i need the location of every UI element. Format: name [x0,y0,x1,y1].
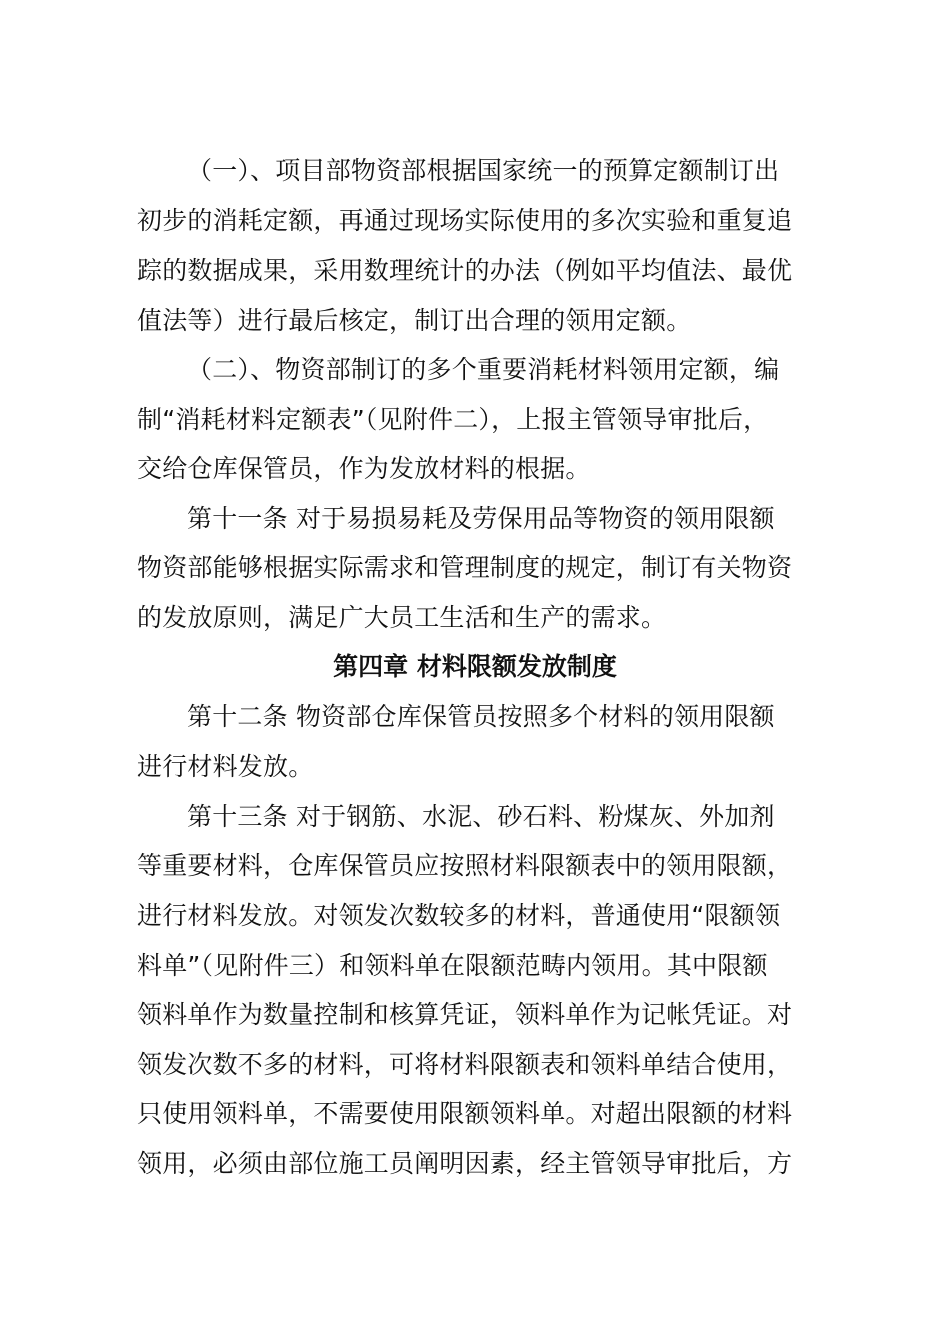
paragraph-line: 的发放原则，满足广大员工生活和生产的需求。 [137,603,667,632]
paragraph-line: 踪的数据成果，采用数理统计的办法（例如平均值法、最优 [137,256,793,285]
article-line: 第十一条 对于易损易耗及劳保用品等物资的领用限额 [187,504,775,533]
paragraph-line: 领料单作为数量控制和核算凭证，领料单作为记帐凭证。对 [137,1000,793,1029]
paragraph-line: 初步的消耗定额，再通过现场实际使用的多次实验和重复追 [137,206,793,235]
paragraph-line: （二）、物资部制订的多个重要消耗材料领用定额，编 [187,355,780,384]
paragraph-line: 领用，必须由部位施工员阐明因素，经主管领导审批后，方 [137,1149,793,1178]
paragraph-line: 领发次数不多的材料，可将材料限额表和领料单结合使用， [137,1050,793,1079]
paragraph-line: 只使用领料单，不需要使用限额领料单。对超出限额的材料 [137,1099,793,1128]
paragraph-line: 进行材料发放。 [137,752,314,781]
article-line: 第十二条 物资部仓库保管员按照多个材料的领用限额 [187,702,775,731]
paragraph-line: 值法等）进行最后核定，制订出合理的领用定额。 [137,306,692,335]
paragraph-line: 料单”（见附件三）和领料单在限额范畴内领用。其中限额 [137,951,768,980]
paragraph-line: 制“消耗材料定额表”（见附件二），上报主管领导审批后， [137,405,769,434]
paragraph-line: （一）、项目部物资部根据国家统一的预算定额制订出 [187,156,780,185]
article-line: 第十三条 对于钢筋、水泥、砂石料、粉煤灰、外加剂 [187,802,775,831]
chapter-heading: 第四章 材料限额发放制度 [333,652,617,681]
paragraph-line: 物资部能够根据实际需求和管理制度的规定，制订有关物资 [137,553,793,582]
paragraph-line: 等重要材料，仓库保管员应按照材料限额表中的领用限额， [137,851,793,880]
paragraph-line: 交给仓库保管员，作为发放材料的根据。 [137,454,591,483]
paragraph-line: 进行材料发放。对领发次数较多的材料，普通使用“限额领 [137,901,781,930]
